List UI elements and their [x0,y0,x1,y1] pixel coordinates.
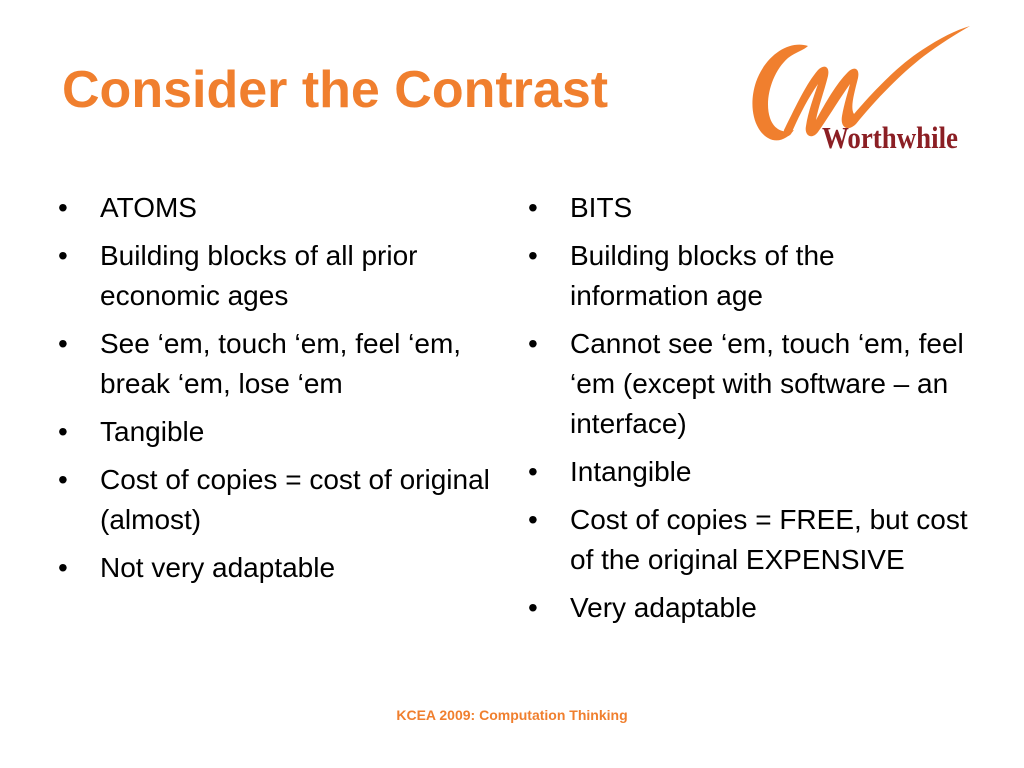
left-column-list [58,188,498,596]
bullet: • [528,504,538,535]
logo-wordmark: Worthwhile [822,120,958,155]
list-item-text: Intangible [570,456,692,487]
slide-footer: KCEA 2009: Computation Thinking [396,707,628,723]
list-item-text: Cost of copies = FREE, but cost of the original EXPENSIVE [570,504,968,575]
bullet: • [58,192,68,223]
bullet: • [58,552,68,583]
bullet: • [528,456,538,487]
list-item [528,236,968,316]
bullet: • [528,240,538,271]
list-item-text: Not very adaptable [100,552,336,583]
bullet: • [58,328,68,359]
list-item [58,412,498,452]
list-item-text: Very adaptable [570,592,757,623]
bullet: • [528,328,538,359]
list-item [58,548,498,588]
list-item [58,460,498,540]
slide-title: Consider the Contrast [62,61,609,119]
bullet: • [528,192,538,223]
logo-brush-stroke-c [752,45,808,141]
list-item [58,324,498,404]
list-item-text: Tangible [100,416,205,447]
worthwhile-logo-icon [744,20,974,166]
bullet: • [58,240,68,271]
list-item-text: Cost of copies = cost of original (almost) [100,464,490,535]
bullet: • [58,464,68,495]
list-item-text: See ‘em, touch ‘em, feel ‘em, break ‘em, lose ‘em [100,328,462,399]
list-item-text: Building blocks of all prior economic ages [100,240,418,311]
list-item [528,588,968,628]
list-item-text: BITS [570,192,633,223]
list-item [528,452,968,492]
list-item [528,188,968,228]
list-item [58,236,498,316]
list-item [58,188,498,228]
list-item [528,500,968,580]
bullet: • [58,416,68,447]
list-item-text: Building blocks of the information age [570,240,835,311]
list-item-text: ATOMS [100,192,197,223]
list-item [528,324,968,444]
bullet: • [528,592,538,623]
right-column-list [528,188,968,636]
list-item-text: Cannot see ‘em, touch ‘em, feel ‘em (except with software – an interface) [570,328,964,439]
